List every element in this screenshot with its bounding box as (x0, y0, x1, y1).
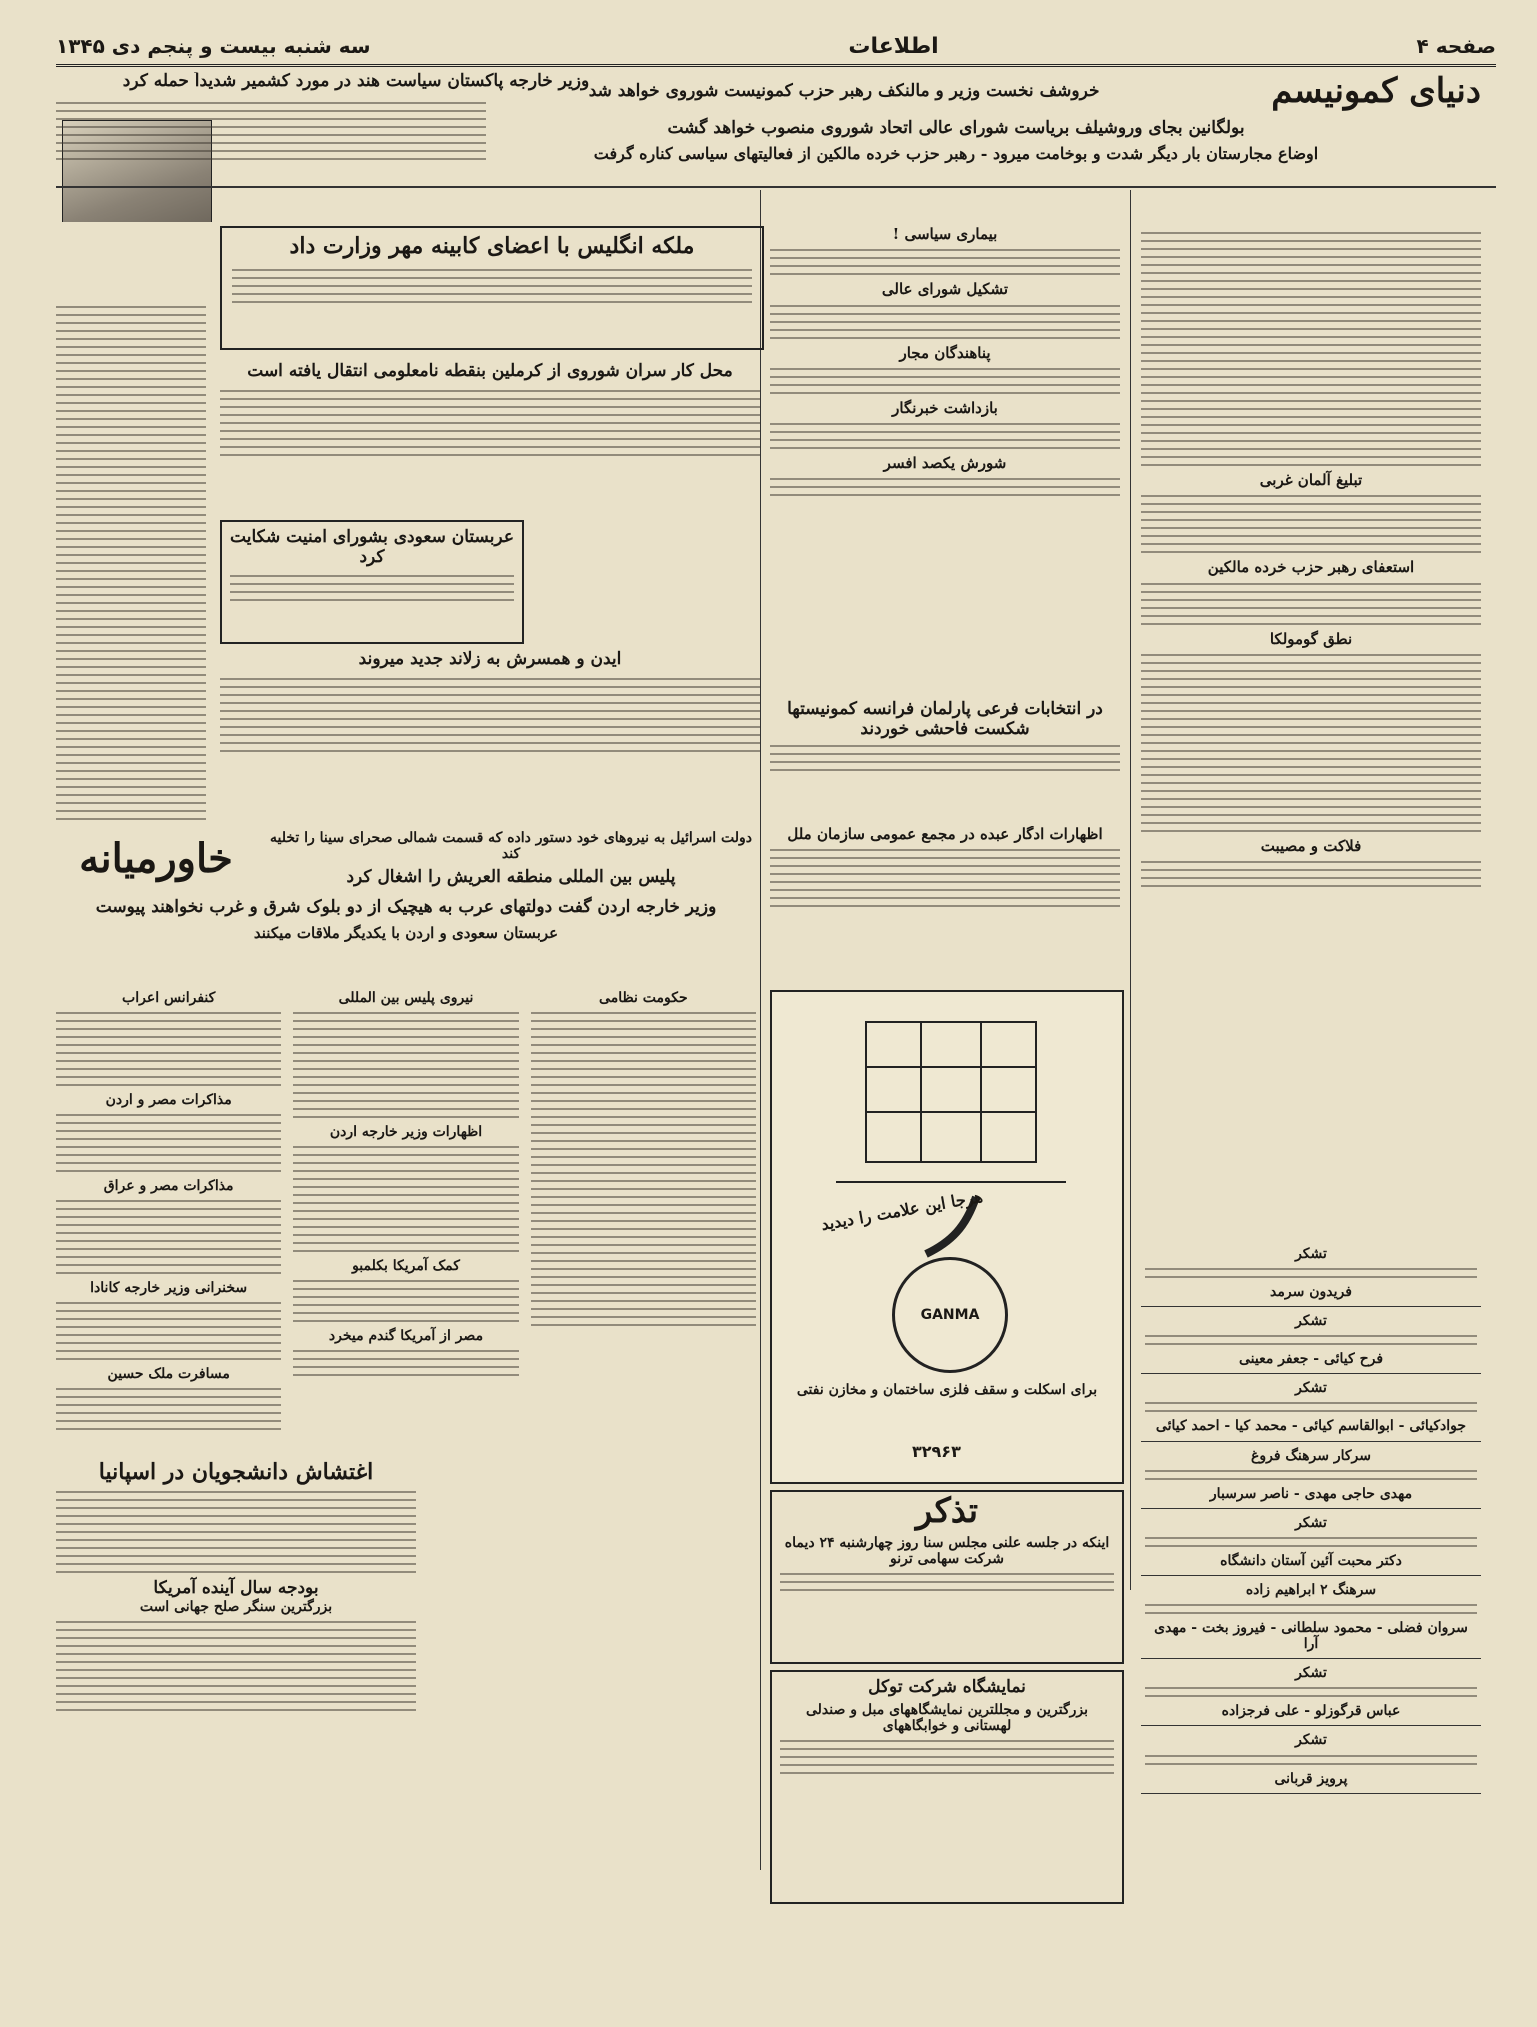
eden-story (220, 650, 760, 830)
budget-headline: بودجه سال آینده آمریکا (153, 1578, 319, 1599)
notice-title: تشکر (1295, 1246, 1327, 1262)
communism-kicker: دنیای کمونیسم (1271, 72, 1481, 111)
un-headline: اظهارات ادگار عبده در مجمع عمومی سازمان ملل (787, 826, 1103, 843)
me-sub2: پلیس بین المللی منطقه العریش را اشغال کرد (346, 867, 676, 888)
notice-names: فرح کیائی - جعفر معینی (1238, 1351, 1384, 1368)
tazakor-title: تذکر (915, 1491, 979, 1531)
divider (1130, 190, 1131, 1590)
tazakor-body: اینکه در جلسه علنی مجلس سنا روز چهارشنبه ۲۴ دیماه شرکت سهامی ترنو (784, 1535, 1110, 1568)
misery-headline: فلاکت و مصیبت (1260, 836, 1362, 855)
pakistan-story (56, 72, 656, 222)
kremlin-headline: محل کار سران شوروی از کرملین بنقطه نامعلومی انتقال یافته است (247, 362, 733, 381)
communism-sub1: بولگانین بجای وروشیلف بریاست شورای عالی اتحاد شوروی منصوب خواهد گشت (667, 118, 1245, 139)
queen-box (220, 226, 764, 350)
queen-headline: ملکه انگلیس با اعضای کابینه مهر وزارت داد (289, 233, 695, 259)
me-s5: نیروی پلیس بین المللی (338, 990, 474, 1006)
me-s6: کنفرانس اعراب (122, 990, 216, 1006)
notice-names: دکتر محبت آئین آستان دانشگاه (1220, 1552, 1402, 1569)
tokal-box (770, 1670, 1124, 1904)
ganma-brand: GANMA (920, 1307, 980, 1323)
me-s10: مسافرت ملک حسین (107, 1366, 230, 1383)
me-sub4: عربستان سعودی و اردن با یکدیگر ملاقات میکنند (253, 924, 559, 943)
divider (56, 186, 1496, 188)
communism-headline: خروشف نخست وزیر و مالنکف رهبر حزب کمونیست شوروی خواهد شد (588, 80, 1100, 101)
notice-names: جوادکیائی - ابوالقاسم کیائی - محمد کیا - احمد کیائی (1155, 1418, 1467, 1435)
saudi-box (220, 520, 524, 644)
france-story (770, 700, 1120, 820)
spain-headline: اغتشاش دانشجویان در اسپانیا (98, 1460, 374, 1485)
ganma-ad (770, 990, 1124, 1484)
notice-item (1141, 1307, 1481, 1374)
kremlin-story (220, 362, 760, 512)
hungarian-refugees-headline: پناهندگان مجار (899, 343, 991, 362)
notice-names: عباس قرگوزلو - علی فرجزاده (1221, 1703, 1401, 1720)
saudi-body (230, 575, 514, 601)
sick-politics-headline: بیماری سیاسی ! (892, 226, 998, 243)
communism-sub2: اوضاع مجارستان بار دیگر شدت و بوخامت میرود - رهبر حزب خرده مالکین از فعالیتهای سیاسی کناره گرفت (593, 143, 1319, 163)
paper-name: اطلاعات (848, 33, 939, 59)
notice-title: تشکر (1295, 1380, 1327, 1397)
divider (760, 190, 761, 1870)
page-number: صفحه ۴ (1416, 34, 1496, 58)
gomulka-headline: نطق گومولکا (1269, 629, 1353, 648)
kashmir-body (56, 300, 206, 830)
ganma-logo (892, 1257, 1008, 1373)
me-s8: مذاکرات مصر و عراق (103, 1178, 234, 1195)
notice-title: سرکار سرهنگ فروغ (1250, 1447, 1372, 1464)
me-sub3: وزیر خارجه اردن گفت دولتهای عرب به هیچیک از دو بلوک شرق و غرب نخواهند پیوست (95, 896, 717, 917)
eden-headline: ایدن و همسرش به زلاند جدید میروند (358, 650, 622, 669)
notice-item (1141, 1374, 1481, 1441)
notice-item (1141, 1509, 1481, 1576)
communism-body (1141, 226, 1481, 1226)
notice-item (1141, 1576, 1481, 1659)
issue-date: سه شنبه بیست و پنجم دی ۱۳۴۵ (56, 34, 371, 58)
middle-east-section (56, 830, 756, 980)
pakistan-body (56, 102, 486, 160)
notice-names: مهدی حاجی مهدی - ناصر سرسبار (1209, 1485, 1413, 1502)
un-story (770, 826, 1120, 986)
notice-title: تشکر (1295, 1665, 1327, 1682)
resignation-headline: استعفای رهبر حزب خرده مالکین (1207, 558, 1415, 577)
officers-revolt-headline: شورش یکصد افسر (883, 454, 1007, 472)
pakistan-headline: وزیر خارجه پاکستان سیاست هند در مورد کشمیر شدیداً حمله کرد (122, 72, 590, 91)
notice-names: فریدون سرمد (1270, 1284, 1352, 1301)
notice-item (1141, 1726, 1481, 1793)
notice-title: تشکر (1295, 1514, 1327, 1531)
me-s4: مصر از آمریکا گندم میخرد (328, 1328, 484, 1345)
notice-title: تشکر (1295, 1313, 1327, 1330)
me-title: خاورمیانه (79, 834, 233, 882)
saudi-headline: عربستان سعودی بشورای امنیت شکایت کرد (230, 527, 514, 567)
ganma-phone: ۳۲۹۶۳ (912, 1442, 961, 1461)
france-headline: در انتخابات فرعی پارلمان فرانسه کمونیستها شکست فاحشی خوردند (787, 700, 1103, 739)
me-s1: حکومت نظامی (599, 990, 688, 1006)
reporter-arrest-headline: بازداشت خبرنگار (892, 398, 998, 417)
ganma-body: برای اسکلت و سقف فلزی ساختمان و مخازن نفتی (796, 1382, 1098, 1398)
notice-item (1141, 1659, 1481, 1726)
west-germany-headline: تبلیغ آلمان غربی (1259, 471, 1363, 489)
me-s2: اظهارات وزیر خارجه اردن (329, 1124, 483, 1141)
notice-item (1141, 1240, 1481, 1307)
notice-item (1141, 1442, 1481, 1509)
supreme-council-headline: تشکیل شورای عالی (881, 280, 1009, 299)
kremlin-body (220, 390, 760, 456)
tazakor-box (770, 1490, 1124, 1664)
budget-sub: بزرگترین سنگر صلح جهانی است (139, 1598, 333, 1615)
masthead (56, 28, 1496, 67)
notice-title: سرهنگ ۲ ابراهیم زاده (1245, 1581, 1377, 1598)
tokal-body: بزرگترین و مجللترین نمایشگاههای مبل و صندلی لهستانی و خوابگاههای (805, 1701, 1089, 1734)
eden-body (220, 678, 760, 752)
spain-story (56, 1460, 416, 1900)
tokal-title: نمایشگاه شرکت توکل (868, 1677, 1026, 1697)
ganma-slogan: هرجا این علامت را دیدید (819, 1186, 985, 1235)
queen-body (232, 269, 752, 303)
notices-column (1141, 1240, 1481, 1900)
me-s7: مذاکرات مصر و اردن (105, 1092, 232, 1109)
notice-names: پرویز قربانی (1274, 1770, 1348, 1787)
me-s9: سخنرانی وزیر خارجه کانادا (90, 1280, 248, 1297)
me-sub1: دولت اسرائیل به نیروهای خود دستور داده که قسمت شمالی صحرای سینا را تخلیه کند (269, 830, 753, 863)
notice-title: تشکر (1295, 1732, 1327, 1749)
notice-names: سروان فضلی - محمود سلطانی - فیروز بخت - مهدی آرا (1154, 1620, 1468, 1653)
me-s3: کمک آمریکا بکلمبو (352, 1258, 460, 1275)
